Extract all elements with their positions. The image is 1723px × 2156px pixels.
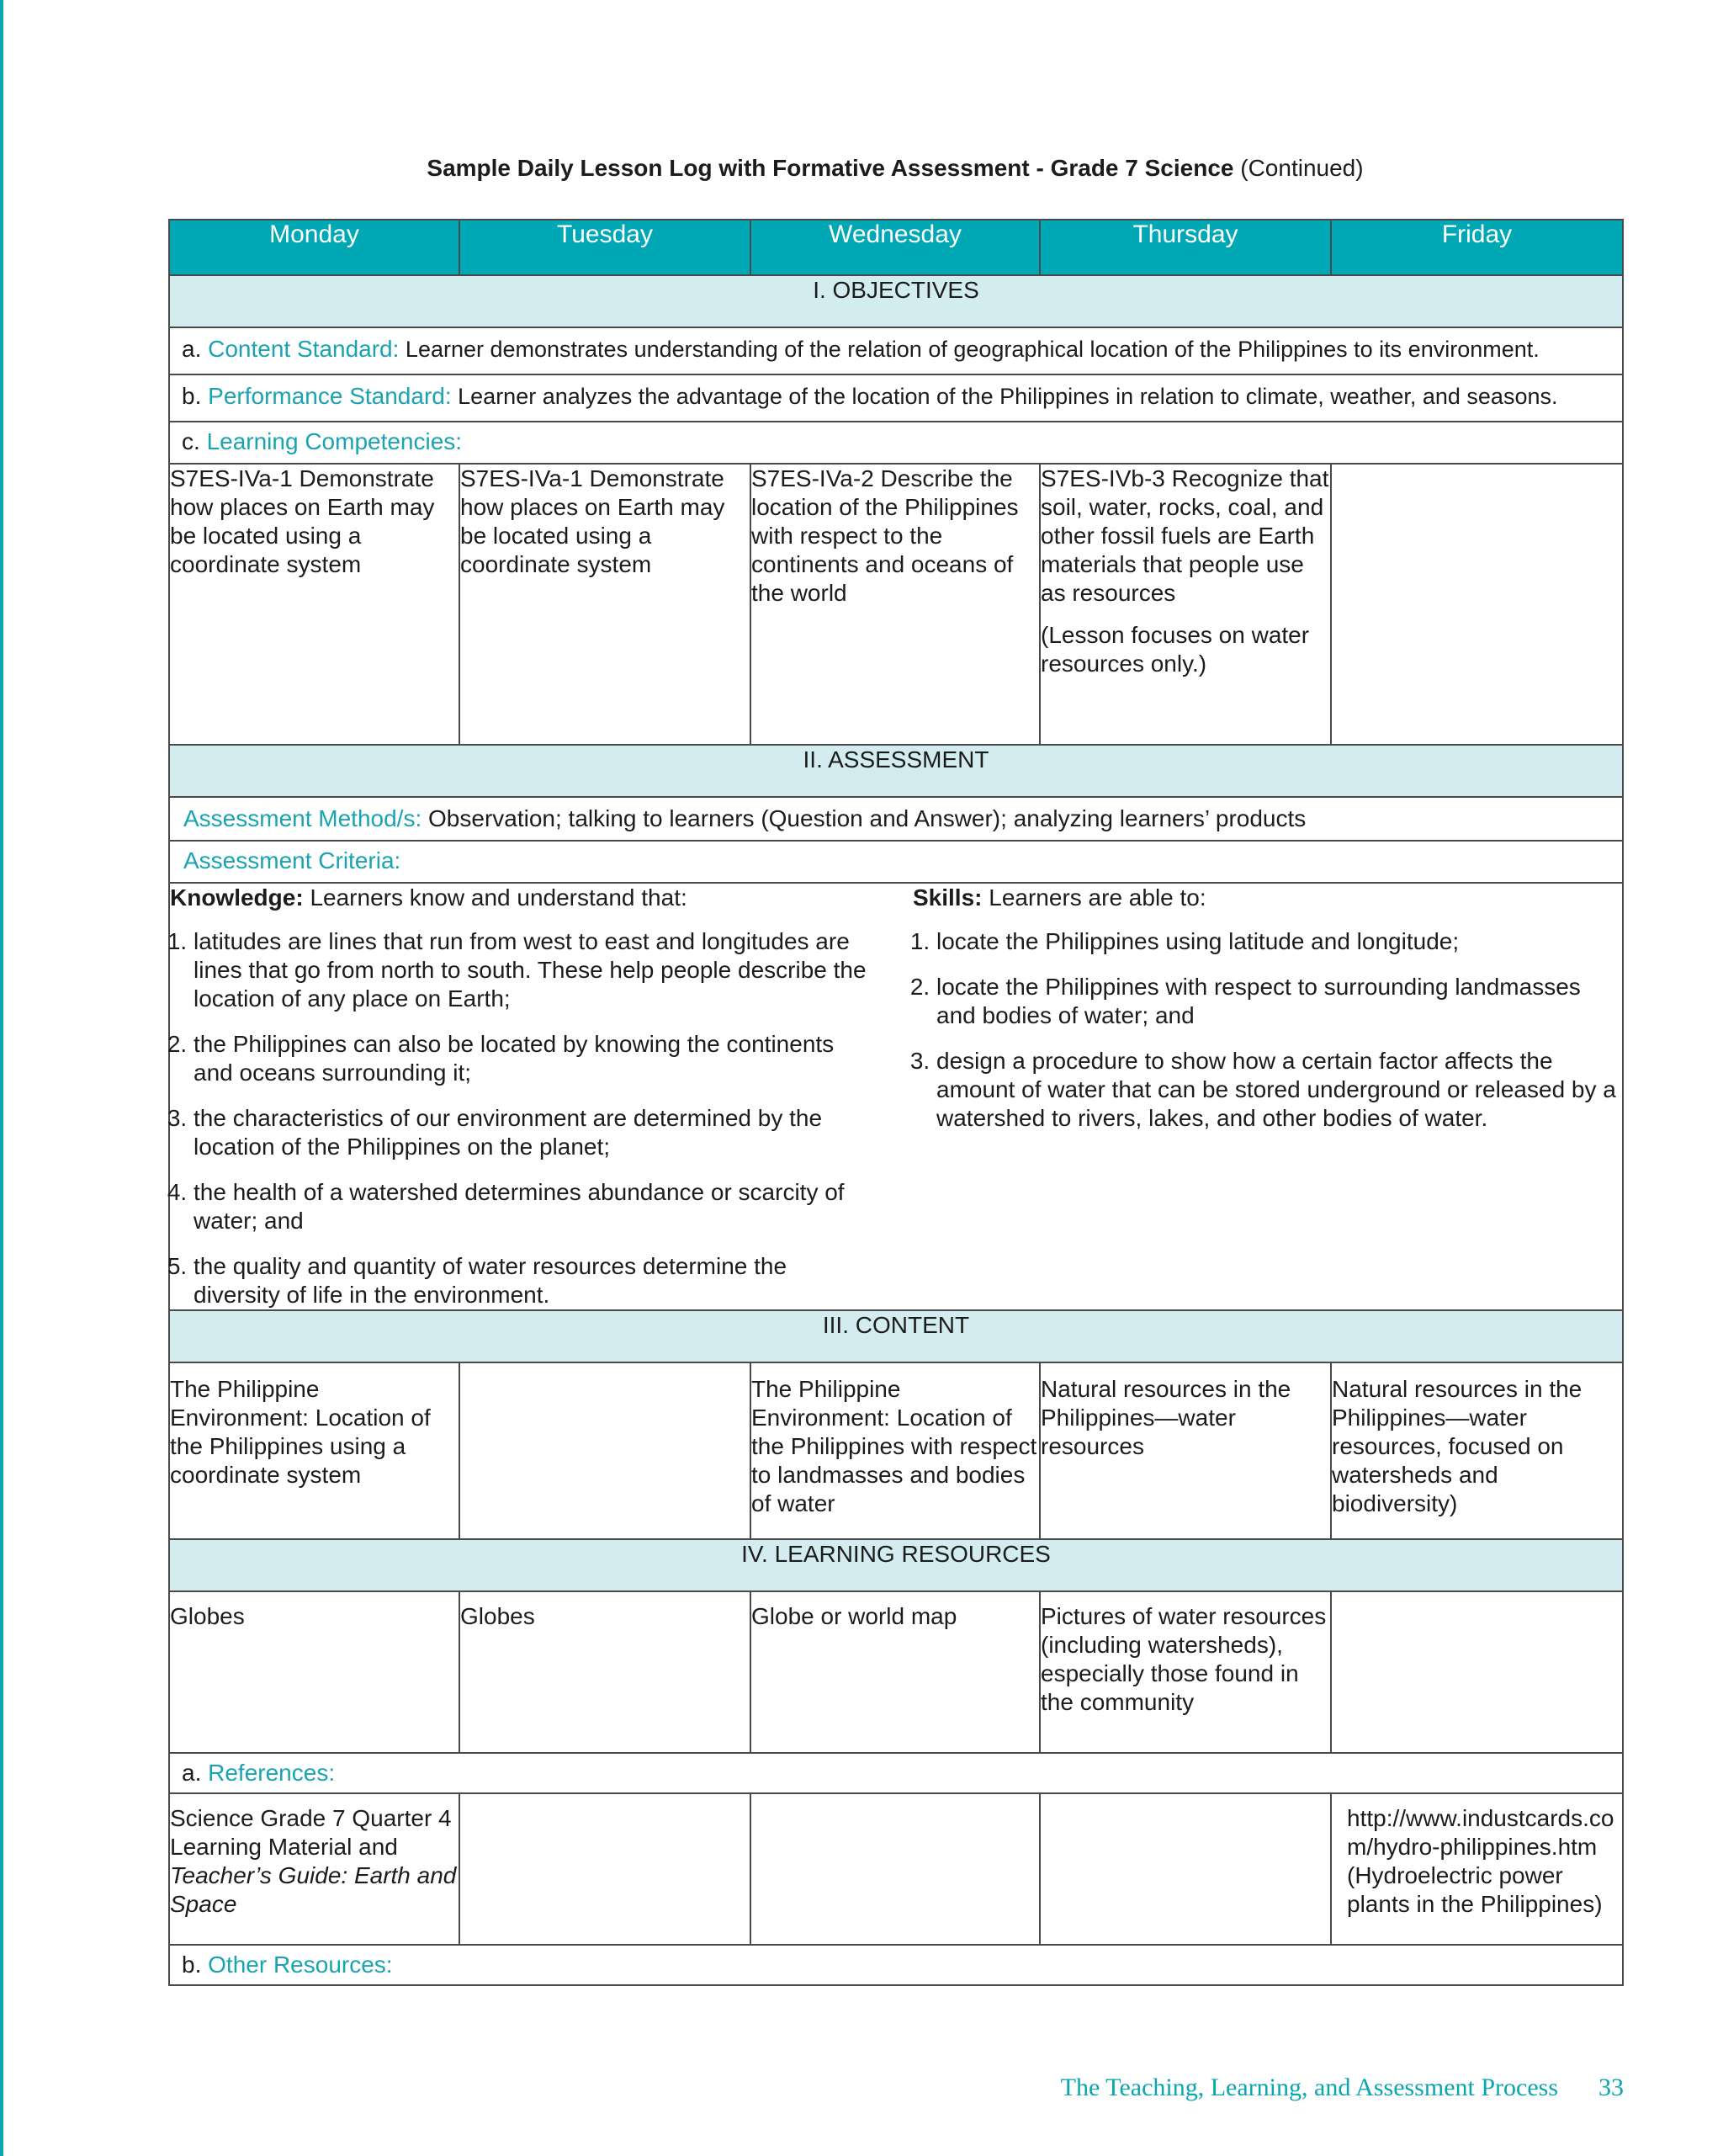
resources-heading-row	[169, 1539, 1623, 1591]
knowledge-item: 2. the Philippines can also be located by knowing the continents and oceans surrounding it;	[194, 1030, 879, 1087]
assessment-heading: II. ASSESSMENT	[169, 745, 1623, 797]
day-tuesday: Tuesday	[459, 220, 750, 275]
day-monday: Monday	[169, 220, 459, 275]
competency-tuesday: S7ES-IVa-1 Demonstrate how places on Earth may be located using a coordinate system	[459, 464, 750, 745]
competencies-label-row	[169, 422, 1623, 464]
skills-item: 2. locate the Philippines with respect to surrounding landmasses and bodies of water; and	[936, 973, 1622, 1030]
content-standard: a. Content Standard: Learner demonstrates understanding of the relation of geographical location of the Philippines to its environment.	[169, 327, 1623, 374]
content-wednesday: The Philippine Environment: Location of the Philippines with respect to landmasses and bodies of water	[750, 1362, 1040, 1539]
other-resources-row	[169, 1945, 1623, 1985]
performance-standard-row	[169, 374, 1623, 422]
skills-column: Skills: Learners are able to: 1. locate the Philippines using latitude and longitude; 2. locate the Philippines with respect to surrounding landmasses and bodies of water; and 3. design a procedure to show how a certain factor affects the amount of water that can be stored underground or released by a watershed to rivers, lakes, and other bodies of water.	[913, 884, 1622, 1309]
content-monday: The Philippine Environment: Location of the Philippines using a coordinate system	[169, 1362, 459, 1539]
assessment-criteria-label: Assessment Criteria:	[169, 841, 1623, 883]
performance-standard: b. Performance Standard: Learner analyzes the advantage of the location of the Philippines in relation to climate, weather, and seasons.	[169, 374, 1623, 422]
resource-friday	[1331, 1591, 1623, 1753]
resources-row	[169, 1591, 1623, 1753]
knowledge-column: Knowledge: Learners know and understand that: 1. latitudes are lines that run from west to east and longitudes are lines that go from north to south. These help people describe the location of any place on Earth; 2. the Philippines can also be located by knowing the continents and oceans surrounding it; 3. the characteristics of our environment are determined by the location of the Philippines on the planet; 4. the health of a watershed determines abundance or scarcity of water; and 5. the quality and quantity of water resources determine the diversity of life in the environment.	[170, 884, 879, 1309]
day-thursday: Thursday	[1040, 220, 1331, 275]
page-edge-bar	[0, 0, 3, 2156]
competency-monday: S7ES-IVa-1 Demonstrate how places on Earth may be located using a coordinate system	[169, 464, 459, 745]
competencies-row	[169, 464, 1623, 745]
day-header-row	[169, 220, 1623, 275]
content-friday: Natural resources in the Philippines—water resources, focused on watersheds and biodiversity)	[1331, 1362, 1623, 1539]
assessment-heading-row	[169, 745, 1623, 797]
content-tuesday	[459, 1362, 750, 1539]
reference-friday: http://www.industcards.co m/hydro-philippines.htm (Hydroelectric power plants in the Philippines)	[1331, 1793, 1623, 1945]
competency-wednesday: S7ES-IVa-2 Describe the location of the Philippines with respect to the continents and oceans of the world	[750, 464, 1040, 745]
reference-wednesday	[750, 1793, 1040, 1945]
reference-monday: Science Grade 7 Quarter 4 Learning Material and Teacher’s Guide: Earth and Space	[169, 1793, 459, 1945]
resource-monday: Globes	[169, 1591, 459, 1753]
thursday-note: (Lesson focuses on water resources only.)	[1041, 622, 1310, 677]
knowledge-item: 4. the health of a watershed determines abundance or scarcity of water; and	[194, 1178, 879, 1235]
resource-wednesday: Globe or world map	[750, 1591, 1040, 1753]
other-resources-label: b. Other Resources:	[169, 1945, 1623, 1985]
references-label-row	[169, 1753, 1623, 1793]
assessment-criteria	[169, 883, 1623, 1310]
references-label: a. References:	[169, 1753, 1623, 1793]
resources-heading: IV. LEARNING RESOURCES	[169, 1539, 1623, 1591]
references-row	[169, 1793, 1623, 1945]
page-footer	[1010, 2074, 1624, 2102]
lesson-log-table	[168, 219, 1624, 1986]
objectives-heading: I. OBJECTIVES	[169, 275, 1623, 327]
page-title: Sample Daily Lesson Log with Formative Assessment - Grade 7 Science (Continued)	[427, 155, 1364, 181]
skills-item: 1. locate the Philippines using latitude and longitude;	[936, 927, 1622, 956]
assessment-method-row	[169, 797, 1623, 841]
reference-tuesday	[459, 1793, 750, 1945]
content-thursday: Natural resources in the Philippines—water resources	[1040, 1362, 1331, 1539]
competency-friday	[1331, 464, 1623, 745]
objectives-heading-row	[169, 275, 1623, 327]
content-heading-row	[169, 1310, 1623, 1362]
page-number: 33	[1598, 2074, 1624, 2101]
day-friday: Friday	[1331, 220, 1623, 275]
knowledge-item: 5. the quality and quantity of water resources determine the diversity of life in the environment.	[194, 1252, 879, 1309]
assessment-criteria-label-row	[169, 841, 1623, 883]
skills-item: 3. design a procedure to show how a certain factor affects the amount of water that can be stored underground or released by a watershed to rivers, lakes, and other bodies of water.	[936, 1047, 1622, 1133]
learning-competencies-label: c. Learning Competencies:	[169, 422, 1623, 464]
footer-title: The Teaching, Learning, and Assessment Process	[1060, 2074, 1558, 2101]
resource-thursday: Pictures of water resources (including watersheds), especially those found in the community	[1040, 1591, 1331, 1753]
knowledge-item: 1. latitudes are lines that run from west to east and longitudes are lines that go from north to south. These help people describe the location of any place on Earth;	[194, 927, 879, 1013]
content-heading: III. CONTENT	[169, 1310, 1623, 1362]
assessment-method: Assessment Method/s: Observation; talking to learners (Question and Answer); analyzing learners’ products	[169, 797, 1623, 841]
knowledge-item: 3. the characteristics of our environment are determined by the location of the Philippines on the planet;	[194, 1104, 879, 1161]
day-wednesday: Wednesday	[750, 220, 1040, 275]
resource-tuesday: Globes	[459, 1591, 750, 1753]
competency-thursday: S7ES-IVb-3 Recognize that soil, water, rocks, coal, and other fossil fuels are Earth materials that people use as resources (Lesson focuses on water resources only.)	[1040, 464, 1331, 745]
assessment-criteria-row	[169, 883, 1623, 1310]
content-row	[169, 1362, 1623, 1539]
content-standard-row	[169, 327, 1623, 374]
reference-thursday	[1040, 1793, 1331, 1945]
